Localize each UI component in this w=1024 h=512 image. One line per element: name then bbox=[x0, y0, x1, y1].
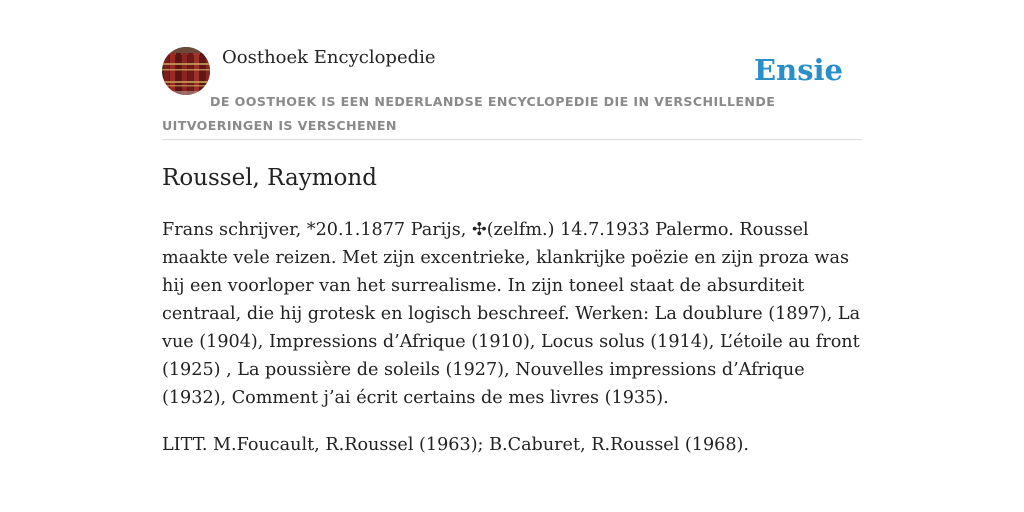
article-references: LITT. M.Foucault, R.Roussel (1963); B.Caburet, R.Roussel (1968). bbox=[162, 435, 750, 455]
article-title: Roussel, Raymond bbox=[162, 165, 377, 191]
site-logo-avatar[interactable] bbox=[162, 47, 210, 95]
article-body: Frans schrijver, *20.1.1877 Parijs, ✣(zelfm.) 14.7.1933 Palermo. Roussel maakte vele reizen. Met zijn excentrieke, klankrijke poëzie en zijn proza was hij een voorloper van het surrealisme. In zijn toneel staat de absurditeit centraal, die hij grotesk en logisch beschreef. Werken: La doublure (1897), La vue (1904), Impressions d’Afrique (1910), Locus solus (1914), L’étoile au front (1925) , La poussière de soleils (1927), Nouvelles impressions d’Afrique (1932), Comment j’ai écrit certains de mes livres (1935). bbox=[162, 220, 861, 408]
brand-logo[interactable]: Ensie bbox=[754, 53, 843, 87]
encyclopedia-books-icon bbox=[162, 47, 210, 95]
site-tagline: DE OOSTHOEK IS EEN NEDERLANDSE ENCYCLOPEDIE DIE IN VERSCHILLENDE UITVOERINGEN IS VERSCHENEN bbox=[162, 94, 776, 133]
header-divider bbox=[162, 139, 862, 140]
site-title[interactable]: Oosthoek Encyclopedie bbox=[222, 47, 436, 68]
